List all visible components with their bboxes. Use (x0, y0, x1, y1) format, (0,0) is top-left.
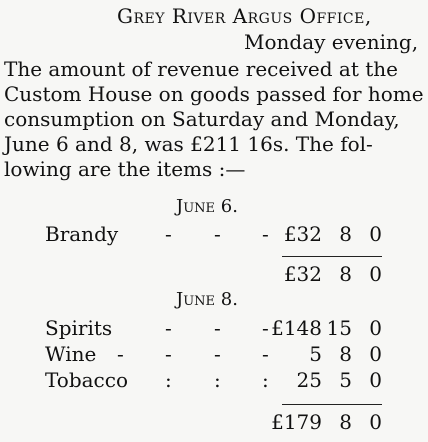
leader-dash: - (262, 342, 269, 366)
leader-dash: - (117, 342, 124, 366)
paragraph-line: lowing are the items :— (4, 157, 246, 181)
paragraph-line: consumption on Saturday and Monday, (4, 107, 400, 131)
amount-shillings: 5 (339, 368, 352, 392)
leader-dash: - (165, 316, 172, 340)
leader-dash: - (262, 222, 269, 246)
sum-rule (282, 256, 382, 257)
total-pence: 0 (369, 410, 382, 434)
amount-pounds: £148 (271, 316, 322, 340)
amount-pence: 0 (369, 222, 382, 246)
office-header: Grey River Argus Office, (117, 4, 372, 28)
paragraph-line: June 6 and 8, was £211 16s. The fol- (4, 132, 373, 156)
section-heading-june8: June 8. (176, 289, 238, 310)
leader-dash: : (165, 368, 172, 392)
amount-shillings: 8 (339, 342, 352, 366)
total-shillings: 8 (339, 410, 352, 434)
total-pounds: £32 (283, 262, 322, 286)
sum-rule (282, 404, 382, 405)
total-pounds: £179 (271, 410, 322, 434)
item-name-spirits: Spirits (45, 316, 113, 340)
time-header: Monday evening, (244, 30, 419, 54)
amount-pence: 0 (369, 368, 382, 392)
amount-pence: 0 (369, 342, 382, 366)
paragraph-line: Custom House on goods passed for home (4, 82, 424, 106)
leader-dash: - (214, 342, 221, 366)
amount-pounds: 5 (309, 342, 322, 366)
leader-dash: - (214, 316, 221, 340)
amount-pence: 0 (369, 316, 382, 340)
section-heading-june6: June 6. (176, 196, 238, 217)
item-name-wine: Wine (45, 342, 97, 366)
leader-dash: : (262, 368, 269, 392)
amount-shillings: 8 (339, 222, 352, 246)
leader-dash: - (165, 342, 172, 366)
item-name-tobacco: Tobacco (45, 368, 128, 392)
amount-pounds: £32 (283, 222, 322, 246)
paragraph-line: The amount of revenue received at the (4, 57, 398, 81)
leader-dash: : (214, 368, 221, 392)
leader-dash: - (165, 222, 172, 246)
item-name-brandy: Brandy (45, 222, 119, 246)
total-shillings: 8 (339, 262, 352, 286)
amount-pounds: 25 (296, 368, 322, 392)
leader-dash: - (262, 316, 269, 340)
total-pence: 0 (369, 262, 382, 286)
amount-shillings: 15 (326, 316, 352, 340)
leader-dash: - (214, 222, 221, 246)
